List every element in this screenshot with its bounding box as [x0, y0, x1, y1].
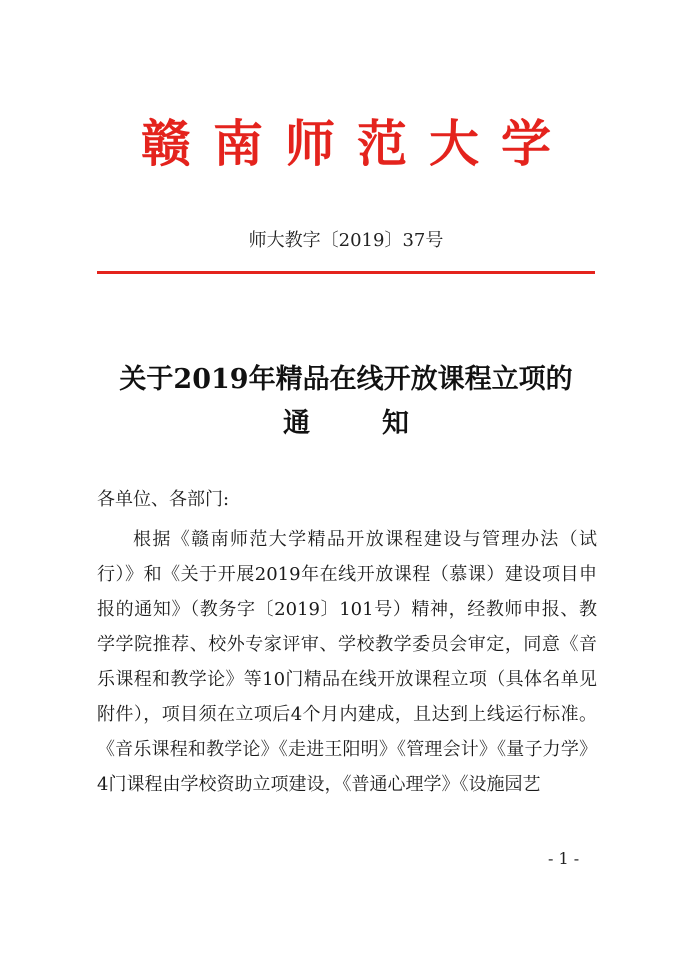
page-number: - 1 -: [548, 849, 580, 868]
body-paragraph: 根据《赣南师范大学精品开放课程建设与管理办法（试行）》和《关于开展2019年在线开放课程（慕课）建设项目申报的通知》（教务字〔2019〕101号）精神，经教师申报、教学学院推荐、校外专家评审、学校教学委员会审定，同意《音乐课程和教学论》等10门精品在线开放课程立项（具体名单见附件），项目须在立项后4个月内建成，且达到上线运行标准。《音乐课程和教学论》《走进王阳明》《管理会计》《量子力学》4门课程由学校资助立项建设，《普通心理学》《设施园艺: [97, 529, 597, 795]
document-number: 师大教字〔2019〕37号: [248, 230, 444, 251]
header-divider: [97, 271, 595, 274]
document-title-line2: 通知: [283, 408, 481, 439]
organization-title: 赣南师范大学: [141, 114, 573, 173]
salutation: 各单位、各部门:: [97, 489, 230, 510]
document-title-line1: 关于2019年精品在线开放课程立项的: [119, 364, 573, 395]
document-title: [0, 358, 692, 446]
